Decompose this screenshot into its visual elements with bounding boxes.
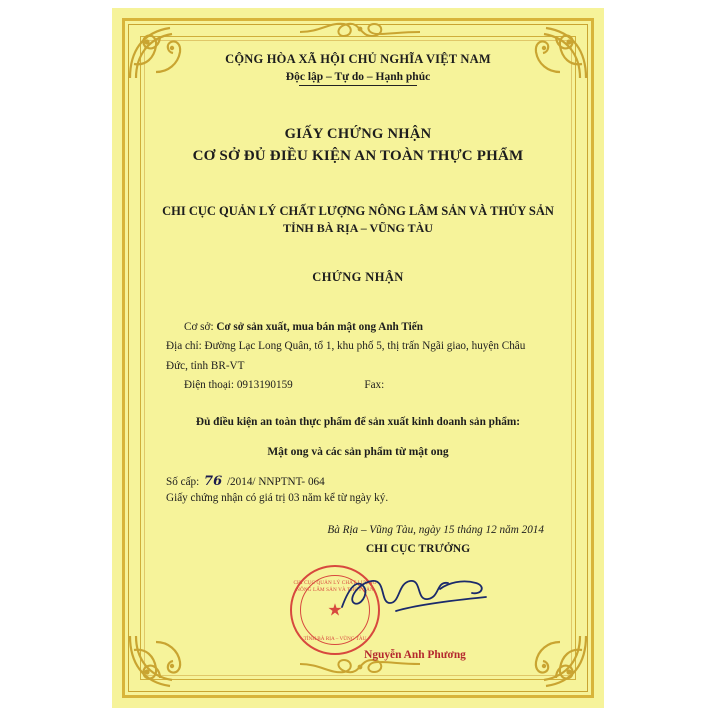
product-scope: Mật ong và các sản phẩm từ mật ong	[267, 446, 449, 459]
certificate-number-label: Số cấp:	[166, 476, 200, 489]
address-value-line2: Đức, tỉnh BR-VT	[166, 359, 245, 372]
national-heading: CỘNG HÒA XÃ HỘI CHỦ NGHĨA VIỆT NAM	[225, 52, 491, 66]
fax-label: Fax:	[364, 378, 385, 391]
certificate-number-suffix: /2014/ NNPTNT- 064	[226, 476, 325, 489]
purpose-statement: Đủ điều kiện an toàn thực phẩm để sản xuất kinh doanh sản phẩm:	[195, 416, 521, 429]
certificate-title-line2: CƠ SỞ ĐỦ ĐIỀU KIỆN AN TOÀN THỰC PHẨM	[192, 148, 524, 164]
certificate-title-line1: GIẤY CHỨNG NHẬN	[284, 126, 432, 142]
motto-underline	[299, 85, 417, 86]
phone-label: Điện thoại:	[184, 378, 235, 391]
phone-value: 0913190159	[236, 378, 293, 391]
phone-fax-row	[166, 377, 556, 394]
validity-statement: Giấy chứng nhận có giá trị 03 năm kể từ ngày ký.	[166, 492, 389, 505]
address-row	[166, 338, 556, 355]
certificate-fields	[150, 319, 566, 394]
certificate-number-row	[150, 474, 566, 489]
facility-label: Cơ sở:	[184, 320, 214, 333]
certify-word: CHỨNG NHẬN	[312, 269, 404, 284]
address-row-continued	[166, 358, 556, 375]
signer-name: Nguyễn Anh Phương	[364, 649, 466, 662]
facility-row	[166, 319, 556, 336]
certificate-number-handwritten: 76	[204, 474, 223, 490]
stamp-text-bottom: TỈNH BÀ RỊA – VŨNG TÀU	[303, 636, 367, 643]
handwritten-signature	[336, 567, 496, 629]
place-and-date: Bà Rịa – Vũng Tàu, ngày 15 tháng 12 năm 2014	[327, 524, 544, 537]
certificate-content	[150, 44, 566, 670]
stamp-star-icon: ★	[327, 600, 343, 620]
issuing-authority-line1: CHI CỤC QUẢN LÝ CHẤT LƯỢNG NÔNG LÂM SẢN VÀ THỦY SẢN	[162, 204, 554, 218]
facility-value: Cơ sở sản xuất, mua bán mật ong Anh Tiến	[216, 320, 423, 333]
address-label: Địa chỉ:	[166, 340, 202, 353]
signer-title: CHI CỤC TRƯỞNG	[365, 542, 471, 556]
signature-area	[150, 557, 566, 669]
issuing-authority-line2: TỈNH BÀ RỊA – VŨNG TÀU	[283, 220, 433, 235]
stamp-text-top: CHI CỤC QUẢN LÝ CHẤT LƯỢNG NÔNG LÂM SẢN VÀ THỦY SẢN	[293, 580, 377, 593]
national-motto: Độc lập – Tự do – Hạnh phúc	[285, 71, 431, 83]
address-value: Đường Lạc Long Quân, tổ 1, khu phố 5, thị trấn Ngãi giao, huyện Châu	[204, 340, 526, 353]
